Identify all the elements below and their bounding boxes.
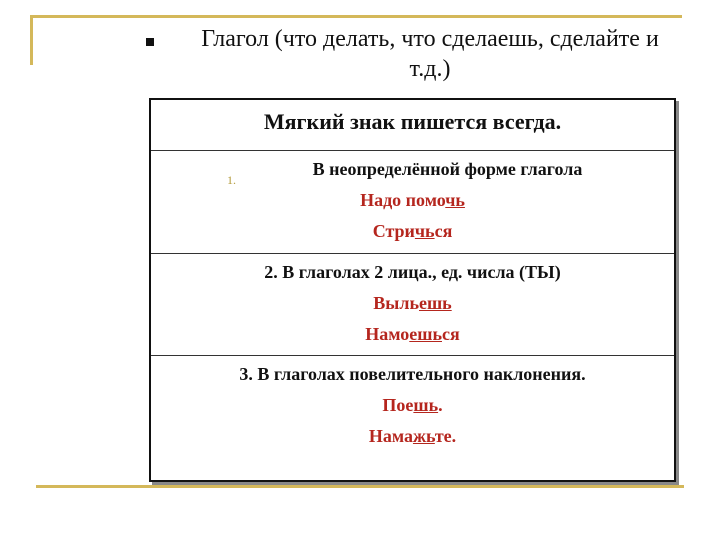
divider xyxy=(151,150,674,151)
example-word xyxy=(151,319,674,350)
example-ending: жь xyxy=(412,426,435,446)
example-part: . xyxy=(438,395,443,415)
example-word xyxy=(151,421,674,452)
heading-line-2: т.д.) xyxy=(409,56,451,82)
example-ending: чь xyxy=(445,190,465,210)
example-word xyxy=(151,390,674,421)
slide-heading xyxy=(170,24,690,84)
example-part: Выль xyxy=(373,293,419,313)
example-part: Надо помо xyxy=(360,190,446,210)
example-ending: чь xyxy=(414,221,435,241)
example-part: ся xyxy=(434,221,453,241)
example-word xyxy=(151,288,674,319)
example-part: Пое xyxy=(382,395,414,415)
example-part: Стри xyxy=(372,221,415,241)
box-title: Мягкий знак пишется всегда. xyxy=(263,109,562,134)
section-number: 1. xyxy=(227,173,236,187)
divider xyxy=(151,253,674,254)
example-part: ся xyxy=(442,324,460,344)
section-second-person xyxy=(151,257,674,350)
example-part: те. xyxy=(434,426,457,446)
left-rule xyxy=(30,15,33,65)
example-part: Намо xyxy=(365,324,410,344)
top-rule xyxy=(30,15,682,18)
rules-box xyxy=(149,98,676,482)
section-imperative xyxy=(151,359,674,452)
example-ending: ешь xyxy=(418,293,452,313)
heading-line-1: Глагол (что делать, что сделаешь, сделайте и xyxy=(201,26,659,52)
divider xyxy=(151,355,674,356)
section-infinitive xyxy=(151,154,674,247)
example-word xyxy=(151,216,674,247)
section-text: В неопределённой форме глагола xyxy=(312,159,583,179)
example-part: Нама xyxy=(368,426,413,446)
section-text: 3. В глаголах повелительного наклонения. xyxy=(239,364,586,384)
example-word xyxy=(151,185,674,216)
bottom-rule xyxy=(36,485,684,488)
example-ending: ешь xyxy=(409,324,442,344)
bullet-square-icon xyxy=(146,38,154,46)
example-ending: шь xyxy=(413,395,439,415)
section-text: 2. В глаголах 2 лица., ед. числа (ТЫ) xyxy=(264,262,561,282)
